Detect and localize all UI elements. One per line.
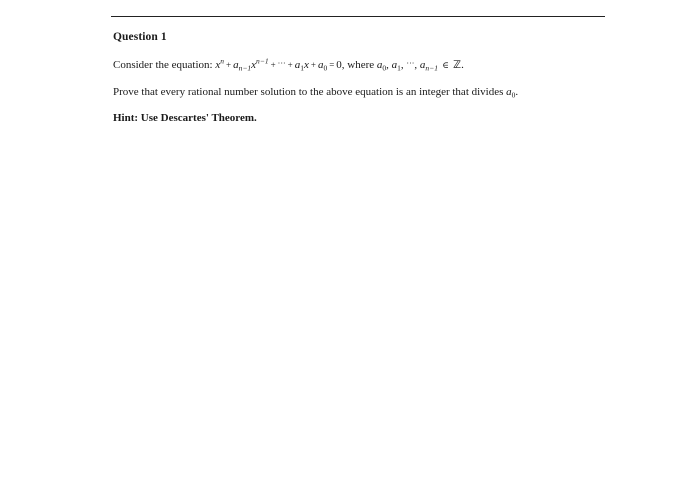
coef-subscript: 0 xyxy=(511,90,516,100)
prove-text: Prove that every rational number solution to the above equation is an integer that divides xyxy=(113,86,507,98)
top-divider xyxy=(111,16,605,17)
hint-text: Hint: Use Descartes' Theorem. xyxy=(113,112,257,124)
eq-plus: + xyxy=(270,60,276,70)
coef-ellipsis: ··· xyxy=(406,59,415,68)
eq-exponent: n−1 xyxy=(256,56,269,66)
coef-a: a xyxy=(391,59,398,71)
eq-ellipsis: ··· xyxy=(277,59,286,68)
eq-x: x xyxy=(215,59,221,71)
eq-x: x xyxy=(251,59,257,71)
eq-a: a xyxy=(294,59,301,71)
eq-exponent-n: n xyxy=(220,56,224,66)
comma: , xyxy=(386,59,392,71)
coef-a: a xyxy=(376,59,383,71)
statement-lead: Consider the equation: xyxy=(113,59,216,71)
period: . xyxy=(461,59,464,71)
eq-plus: + xyxy=(225,60,232,70)
eq-subscript: 1 xyxy=(300,63,304,73)
prove-statement xyxy=(113,85,518,99)
integers-symbol: ℤ xyxy=(453,59,462,71)
eq-plus: + xyxy=(287,60,293,70)
eq-plus: + xyxy=(310,60,316,70)
eq-zero: 0 xyxy=(336,59,342,71)
equation-statement xyxy=(113,57,464,72)
coef-subscript: 0 xyxy=(382,63,387,73)
question-title: Question 1 xyxy=(113,31,167,43)
eq-subscript: n−1 xyxy=(238,63,252,73)
comma: , xyxy=(414,59,420,71)
comma: , xyxy=(400,59,407,71)
eq-subscript: 0 xyxy=(323,63,328,73)
coef-a: a xyxy=(419,59,426,71)
element-of-symbol: ∈ xyxy=(439,60,452,70)
coef-subscript: 1 xyxy=(397,63,401,73)
eq-x: x xyxy=(303,59,309,71)
eq-a: a xyxy=(233,59,239,71)
eq-a: a xyxy=(317,59,324,71)
coef-subscript: n−1 xyxy=(425,63,438,73)
period: . xyxy=(515,86,519,98)
coef-a: a xyxy=(506,86,512,98)
where-text: , where xyxy=(341,59,377,71)
eq-equals: = xyxy=(329,60,335,70)
